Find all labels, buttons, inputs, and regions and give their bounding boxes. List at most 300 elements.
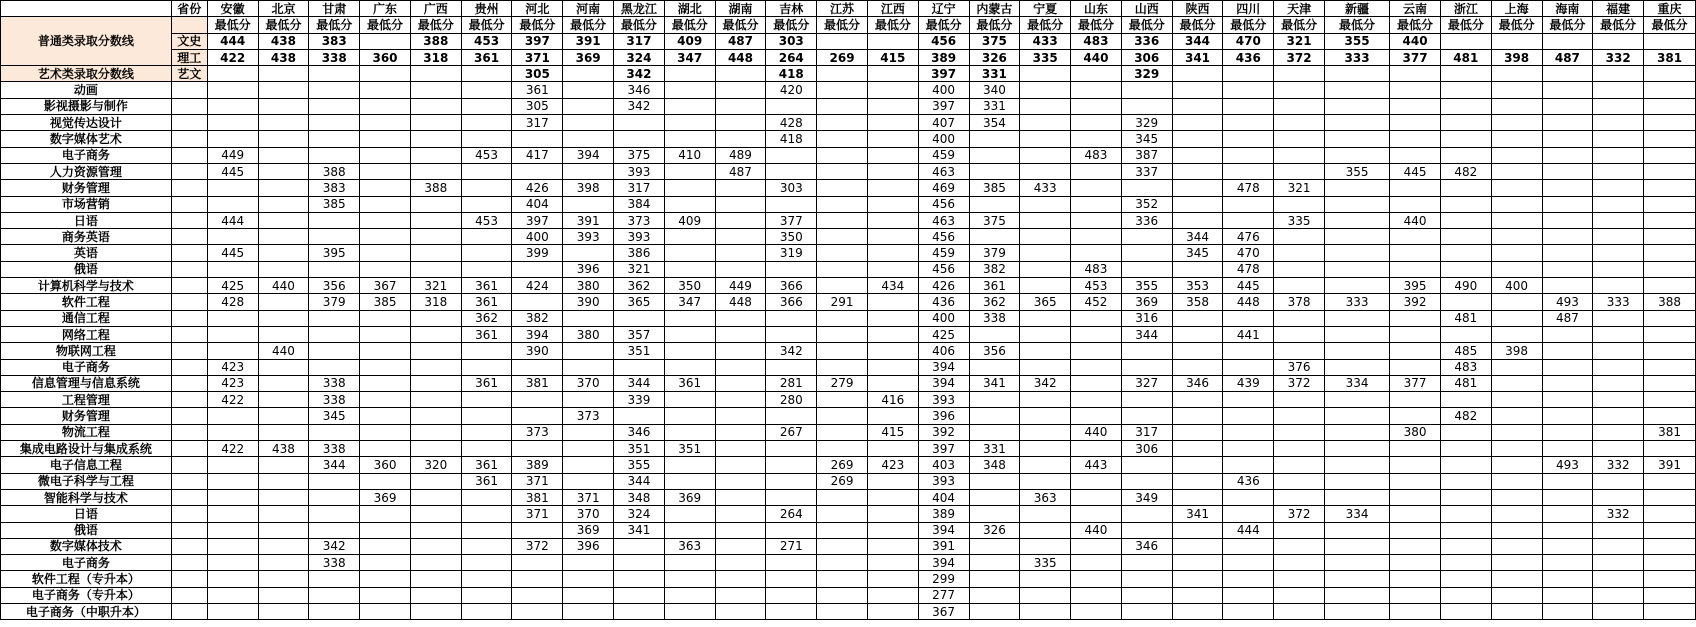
score-cell: 346: [614, 82, 665, 98]
score-cell: 318: [410, 294, 461, 310]
score-cell: 324: [614, 506, 665, 522]
major-row: [1, 326, 1696, 342]
score-cell: [563, 603, 614, 619]
score-cell: 354: [969, 115, 1020, 131]
score-cell: [817, 359, 868, 375]
score-cell: [1172, 408, 1223, 424]
score-cell: [360, 180, 411, 196]
score-cell: [1223, 131, 1274, 147]
province-header: 广西: [410, 1, 461, 17]
blank-cell: [171, 506, 207, 522]
score-cell: [1593, 212, 1644, 228]
score-cell: [207, 310, 258, 326]
score-cell: 445: [1390, 163, 1441, 179]
score-cell: 441: [1223, 326, 1274, 342]
score-cell: [1644, 555, 1696, 571]
score-cell: [1644, 278, 1696, 294]
score-cell: [1172, 310, 1223, 326]
score-cell: [1071, 375, 1122, 391]
score-cell: [817, 245, 868, 261]
score-cell: [258, 82, 309, 98]
score-cell: [1223, 506, 1274, 522]
score-cell: 485: [1440, 343, 1491, 359]
score-cell: [664, 424, 715, 440]
score-cell: [1644, 343, 1696, 359]
major-row: [1, 310, 1696, 326]
score-cell: [207, 408, 258, 424]
score-cell: 422: [207, 392, 258, 408]
score-cell: [867, 603, 918, 619]
score-cell: [715, 489, 766, 505]
score-cell: 381: [512, 489, 563, 505]
score-cell: 333: [1593, 294, 1644, 310]
score-cell: [715, 392, 766, 408]
general-score-row: [1, 33, 1696, 49]
score-cell: [360, 538, 411, 554]
score-cell: [461, 392, 512, 408]
score-cell: [1274, 196, 1325, 212]
score-cell: [1274, 522, 1325, 538]
score-cell: [1223, 392, 1274, 408]
score-cell: [1020, 261, 1071, 277]
score-cell: 269: [817, 457, 868, 473]
major-row: [1, 408, 1696, 424]
score-cell: [258, 506, 309, 522]
score-cell: [410, 229, 461, 245]
score-cell: [1274, 98, 1325, 114]
score-cell: [258, 310, 309, 326]
score-cell: 333: [1324, 49, 1389, 65]
score-cell: [664, 115, 715, 131]
score-cell: [207, 473, 258, 489]
score-cell: [1274, 473, 1325, 489]
score-cell: 362: [461, 310, 512, 326]
min-score-label: 最低分: [1020, 17, 1071, 33]
score-cell: [1644, 375, 1696, 391]
score-cell: [1593, 538, 1644, 554]
blank-cell: [171, 180, 207, 196]
major-row: [1, 457, 1696, 473]
province-header: 山西: [1121, 1, 1172, 17]
score-cell: [1324, 115, 1389, 131]
score-cell: 388: [309, 163, 360, 179]
score-cell: [309, 473, 360, 489]
score-cell: 366: [766, 278, 817, 294]
score-cell: [664, 506, 715, 522]
score-cell: [1491, 473, 1542, 489]
score-cell: [1390, 522, 1441, 538]
score-cell: 372: [1274, 375, 1325, 391]
score-cell: 415: [867, 424, 918, 440]
score-cell: [1324, 603, 1389, 619]
score-cell: [563, 245, 614, 261]
min-score-label: 最低分: [817, 17, 868, 33]
score-cell: [1440, 180, 1491, 196]
score-cell: [969, 147, 1020, 163]
score-cell: 281: [766, 375, 817, 391]
score-cell: 332: [1593, 457, 1644, 473]
score-cell: [664, 359, 715, 375]
score-cell: [1071, 82, 1122, 98]
score-cell: [1491, 489, 1542, 505]
score-cell: [1223, 115, 1274, 131]
major-name: 俄语: [1, 522, 172, 538]
score-cell: [258, 66, 309, 82]
score-cell: [360, 82, 411, 98]
score-cell: 416: [867, 392, 918, 408]
score-cell: [410, 424, 461, 440]
score-cell: 342: [1020, 375, 1071, 391]
score-cell: [1020, 278, 1071, 294]
province-header: 内蒙古: [969, 1, 1020, 17]
score-cell: 361: [461, 294, 512, 310]
score-cell: [1274, 424, 1325, 440]
score-cell: [1491, 408, 1542, 424]
score-cell: [1172, 261, 1223, 277]
min-score-label: 最低分: [1542, 17, 1593, 33]
score-cell: 385: [969, 180, 1020, 196]
score-cell: 321: [1274, 180, 1325, 196]
blank-cell: [171, 278, 207, 294]
score-cell: [1644, 326, 1696, 342]
score-cell: [1071, 441, 1122, 457]
blank-cell: [171, 424, 207, 440]
score-cell: [1491, 229, 1542, 245]
score-cell: [867, 522, 918, 538]
score-cell: [1491, 66, 1542, 82]
score-cell: [1071, 538, 1122, 554]
score-cell: [1390, 538, 1441, 554]
score-cell: [461, 587, 512, 603]
score-cell: 449: [715, 278, 766, 294]
score-cell: [969, 392, 1020, 408]
score-cell: [715, 98, 766, 114]
score-cell: [1071, 66, 1122, 82]
score-cell: [1593, 408, 1644, 424]
score-cell: [258, 375, 309, 391]
score-cell: 440: [258, 343, 309, 359]
score-cell: 409: [664, 33, 715, 49]
province-header: 湖南: [715, 1, 766, 17]
score-cell: [309, 147, 360, 163]
score-cell: 318: [410, 49, 461, 65]
score-cell: [512, 522, 563, 538]
major-row: [1, 359, 1696, 375]
score-cell: [1172, 196, 1223, 212]
score-cell: 397: [918, 98, 969, 114]
score-cell: [1071, 326, 1122, 342]
score-cell: [1020, 82, 1071, 98]
score-cell: 444: [207, 212, 258, 228]
score-cell: [1542, 33, 1593, 49]
score-cell: 459: [918, 147, 969, 163]
score-cell: 418: [766, 66, 817, 82]
score-cell: [1172, 555, 1223, 571]
score-cell: [1121, 98, 1172, 114]
score-cell: [309, 66, 360, 82]
score-cell: [461, 131, 512, 147]
score-cell: 459: [918, 245, 969, 261]
score-cell: [1644, 229, 1696, 245]
score-cell: [1020, 131, 1071, 147]
score-cell: [1274, 131, 1325, 147]
score-cell: [614, 131, 665, 147]
score-cell: [614, 310, 665, 326]
blank-cell: [171, 538, 207, 554]
score-cell: [512, 571, 563, 587]
score-cell: [1223, 82, 1274, 98]
score-cell: [461, 82, 512, 98]
score-cell: [664, 180, 715, 196]
score-cell: [1644, 33, 1696, 49]
score-cell: 335: [1274, 212, 1325, 228]
min-score-label: 最低分: [918, 17, 969, 33]
score-cell: 327: [1121, 375, 1172, 391]
score-cell: 404: [512, 196, 563, 212]
score-cell: [1542, 375, 1593, 391]
score-cell: 394: [918, 522, 969, 538]
major-row: [1, 278, 1696, 294]
major-name: 日语: [1, 506, 172, 522]
score-cell: [1390, 359, 1441, 375]
score-cell: [258, 98, 309, 114]
score-cell: 271: [766, 538, 817, 554]
score-cell: [1390, 392, 1441, 408]
score-cell: [1542, 522, 1593, 538]
score-cell: [715, 310, 766, 326]
score-cell: 346: [1172, 375, 1223, 391]
score-cell: [1593, 555, 1644, 571]
score-cell: [258, 212, 309, 228]
score-cell: [309, 115, 360, 131]
score-cell: 493: [1542, 294, 1593, 310]
score-cell: 481: [1440, 49, 1491, 65]
score-cell: 331: [969, 441, 1020, 457]
score-cell: [563, 441, 614, 457]
score-cell: 385: [360, 294, 411, 310]
score-cell: [614, 587, 665, 603]
score-cell: 440: [1390, 212, 1441, 228]
score-cell: [715, 375, 766, 391]
score-cell: 394: [918, 359, 969, 375]
score-cell: [1121, 359, 1172, 375]
score-cell: 348: [969, 457, 1020, 473]
score-cell: 452: [1071, 294, 1122, 310]
score-cell: [1440, 441, 1491, 457]
score-cell: 438: [258, 441, 309, 457]
score-cell: [1324, 131, 1389, 147]
score-cell: [1020, 343, 1071, 359]
score-cell: 453: [461, 212, 512, 228]
blank-cell: [171, 131, 207, 147]
score-cell: [461, 441, 512, 457]
score-cell: [207, 229, 258, 245]
major-row: [1, 147, 1696, 163]
score-cell: [1274, 343, 1325, 359]
score-cell: [309, 131, 360, 147]
score-cell: [817, 522, 868, 538]
score-cell: 481: [1440, 310, 1491, 326]
score-cell: [867, 212, 918, 228]
score-cell: [1440, 538, 1491, 554]
score-cell: [817, 196, 868, 212]
score-cell: [817, 33, 868, 49]
blank-cell: [171, 310, 207, 326]
major-row: [1, 245, 1696, 261]
score-cell: [1491, 424, 1542, 440]
score-cell: [461, 408, 512, 424]
score-cell: [766, 489, 817, 505]
score-cell: 490: [1440, 278, 1491, 294]
score-cell: [461, 359, 512, 375]
province-header: 陕西: [1172, 1, 1223, 17]
score-cell: 395: [1390, 278, 1441, 294]
score-cell: [664, 408, 715, 424]
score-cell: [817, 506, 868, 522]
score-cell: [1121, 603, 1172, 619]
score-cell: [563, 457, 614, 473]
score-cell: 357: [614, 326, 665, 342]
score-cell: 487: [715, 163, 766, 179]
score-cell: [867, 98, 918, 114]
score-cell: [715, 522, 766, 538]
score-cell: [1020, 571, 1071, 587]
province-header: 山东: [1071, 1, 1122, 17]
score-cell: [563, 82, 614, 98]
score-cell: 361: [461, 278, 512, 294]
score-cell: [1324, 343, 1389, 359]
score-cell: [817, 489, 868, 505]
score-cell: [1390, 310, 1441, 326]
score-cell: 341: [1172, 49, 1223, 65]
score-cell: [1274, 555, 1325, 571]
score-cell: [1390, 555, 1441, 571]
score-cell: 367: [360, 278, 411, 294]
score-cell: 483: [1071, 33, 1122, 49]
score-cell: [969, 587, 1020, 603]
province-header: 江苏: [817, 1, 868, 17]
score-cell: 385: [309, 196, 360, 212]
score-cell: 469: [918, 180, 969, 196]
score-cell: [1390, 229, 1441, 245]
score-cell: [664, 66, 715, 82]
blank-cell: [171, 343, 207, 359]
score-cell: [1274, 587, 1325, 603]
score-cell: 332: [1593, 506, 1644, 522]
score-cell: 383: [309, 33, 360, 49]
major-name: 市场营销: [1, 196, 172, 212]
score-cell: [563, 587, 614, 603]
score-cell: [715, 82, 766, 98]
score-cell: 373: [563, 408, 614, 424]
score-cell: 344: [1121, 326, 1172, 342]
score-cell: [1542, 180, 1593, 196]
track-label: 理工: [171, 49, 207, 65]
score-cell: [1020, 424, 1071, 440]
score-cell: [461, 522, 512, 538]
score-cell: [1172, 180, 1223, 196]
score-cell: [1593, 33, 1644, 49]
score-cell: [664, 98, 715, 114]
score-cell: 397: [512, 33, 563, 49]
score-cell: 481: [1440, 375, 1491, 391]
score-cell: 366: [766, 294, 817, 310]
score-cell: [1644, 163, 1696, 179]
score-cell: [664, 261, 715, 277]
score-cell: [867, 375, 918, 391]
score-cell: [766, 571, 817, 587]
score-cell: [410, 261, 461, 277]
score-cell: [1223, 489, 1274, 505]
score-cell: [512, 261, 563, 277]
score-cell: [1542, 278, 1593, 294]
score-cell: [817, 441, 868, 457]
score-cell: [309, 229, 360, 245]
score-cell: [1491, 180, 1542, 196]
score-cell: 428: [766, 115, 817, 131]
score-cell: [512, 408, 563, 424]
score-cell: 422: [207, 441, 258, 457]
score-cell: [512, 359, 563, 375]
score-cell: [1274, 538, 1325, 554]
score-cell: [410, 441, 461, 457]
score-cell: [1390, 587, 1441, 603]
blank-cell: [171, 147, 207, 163]
min-score-label: 最低分: [563, 17, 614, 33]
score-cell: 403: [918, 457, 969, 473]
min-score-label: 最低分: [1390, 17, 1441, 33]
score-cell: [664, 555, 715, 571]
score-cell: [1324, 473, 1389, 489]
score-cell: 388: [410, 180, 461, 196]
score-cell: [664, 229, 715, 245]
score-cell: [1390, 603, 1441, 619]
score-cell: [1644, 441, 1696, 457]
score-cell: [1440, 506, 1491, 522]
min-score-label: 最低分: [614, 17, 665, 33]
score-cell: [1121, 587, 1172, 603]
score-cell: 269: [817, 49, 868, 65]
score-cell: [1644, 571, 1696, 587]
score-cell: 415: [867, 49, 918, 65]
major-name: 电子商务（中职升本）: [1, 603, 172, 619]
score-cell: 316: [1121, 310, 1172, 326]
score-cell: [1071, 571, 1122, 587]
score-cell: [1542, 131, 1593, 147]
major-name: 软件工程: [1, 294, 172, 310]
score-cell: [1020, 229, 1071, 245]
score-cell: 264: [766, 49, 817, 65]
score-cell: [1020, 245, 1071, 261]
score-cell: [360, 229, 411, 245]
score-cell: [258, 359, 309, 375]
score-cell: [1274, 115, 1325, 131]
score-cell: 448: [715, 294, 766, 310]
score-cell: 317: [1121, 424, 1172, 440]
score-cell: [461, 489, 512, 505]
score-cell: 361: [461, 473, 512, 489]
score-cell: [969, 326, 1020, 342]
score-cell: 440: [258, 278, 309, 294]
score-cell: [1172, 522, 1223, 538]
major-name: 软件工程（专升本）: [1, 571, 172, 587]
score-cell: [867, 555, 918, 571]
score-cell: [309, 310, 360, 326]
score-cell: [867, 66, 918, 82]
score-cell: [1390, 245, 1441, 261]
score-cell: [1390, 473, 1441, 489]
score-cell: 277: [918, 587, 969, 603]
